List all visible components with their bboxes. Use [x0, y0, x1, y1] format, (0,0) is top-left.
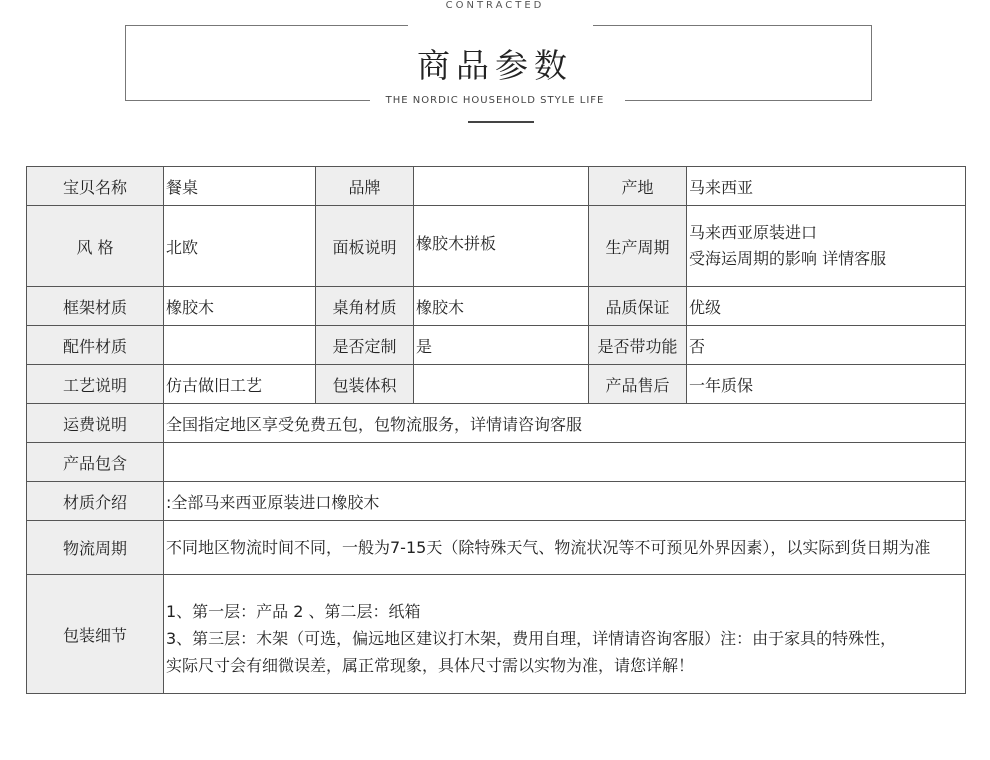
param-label: 桌角材质: [316, 287, 414, 326]
title-underline: [468, 121, 534, 123]
table-row: [27, 404, 966, 443]
param-label: 是否定制: [316, 326, 414, 365]
param-label: 材质介绍: [27, 482, 164, 521]
param-label: 品牌: [316, 167, 414, 206]
frame-top-line-left: [125, 25, 408, 26]
param-value-line: 马来西亚原装进口: [689, 223, 818, 242]
table-row: [27, 365, 966, 404]
table-row: [27, 575, 966, 694]
param-label: 框架材质: [27, 287, 164, 326]
table-row: [27, 167, 966, 206]
param-value: 橡胶木: [164, 287, 316, 326]
param-label: 生产周期: [589, 206, 687, 287]
table-row: [27, 206, 966, 287]
header-top-text: CONTRACTED: [445, 0, 545, 11]
table-row: [27, 443, 966, 482]
param-value: 一年质保: [687, 365, 966, 404]
param-label: 面板说明: [316, 206, 414, 287]
param-label: 物流周期: [27, 521, 164, 575]
includes-value: [164, 443, 966, 482]
param-value: 是: [414, 326, 589, 365]
param-value: 马来西亚: [687, 167, 966, 206]
param-label: 包装细节: [27, 575, 164, 694]
packing-line: 3、第三层：木架（可选，偏远地区建议打木架，费用自理，详情请咨询客服）注：由于家具的特殊性，: [166, 628, 897, 648]
table-row: [27, 482, 966, 521]
param-value: 仿古做旧工艺: [164, 365, 316, 404]
param-value: [164, 326, 316, 365]
table-row: [27, 521, 966, 575]
param-label: 品质保证: [589, 287, 687, 326]
frame-top-line-right: [593, 25, 872, 26]
packing-line: 1、第一层：产品 2 、第二层：纸箱: [166, 601, 421, 621]
param-value: 否: [687, 326, 966, 365]
param-label: 风 格: [27, 206, 164, 287]
param-value: 北欧: [164, 206, 316, 287]
param-label: 工艺说明: [27, 365, 164, 404]
product-parameter-table: [26, 166, 966, 694]
param-label: 产品包含: [27, 443, 164, 482]
table-row: [27, 287, 966, 326]
param-value: 优级: [687, 287, 966, 326]
table-row: [27, 326, 966, 365]
param-label: 宝贝名称: [27, 167, 164, 206]
param-value-line: 受海运周期的影响 详情客服: [689, 249, 887, 268]
material-value: :全部马来西亚原装进口橡胶木: [164, 482, 966, 521]
param-value-multiline: [687, 206, 966, 287]
param-value: 橡胶木拼板: [414, 206, 589, 287]
packing-value: [164, 575, 966, 694]
param-value: 橡胶木: [414, 287, 589, 326]
param-label: 产地: [589, 167, 687, 206]
param-label: 是否带功能: [589, 326, 687, 365]
shipping-value: 全国指定地区享受免费五包，包物流服务，详情请咨询客服: [164, 404, 966, 443]
param-value: [414, 365, 589, 404]
param-value: 餐桌: [164, 167, 316, 206]
param-label: 产品售后: [589, 365, 687, 404]
page-subtitle: THE NORDIC HOUSEHOLD STYLE LIFE: [385, 95, 605, 106]
param-label: 运费说明: [27, 404, 164, 443]
param-value: [414, 167, 589, 206]
logistics-value: 不同地区物流时间不同，一般为7-15天（除特殊天气、物流状况等不可预见外界因素），以实际到货日期为准: [164, 521, 966, 575]
page-title: 商品参数: [417, 46, 573, 85]
param-label: 配件材质: [27, 326, 164, 365]
param-label: 包装体积: [316, 365, 414, 404]
packing-line: 实际尺寸会有细微误差，属正常现象，具体尺寸需以实物为准，请您详解！: [166, 655, 695, 675]
